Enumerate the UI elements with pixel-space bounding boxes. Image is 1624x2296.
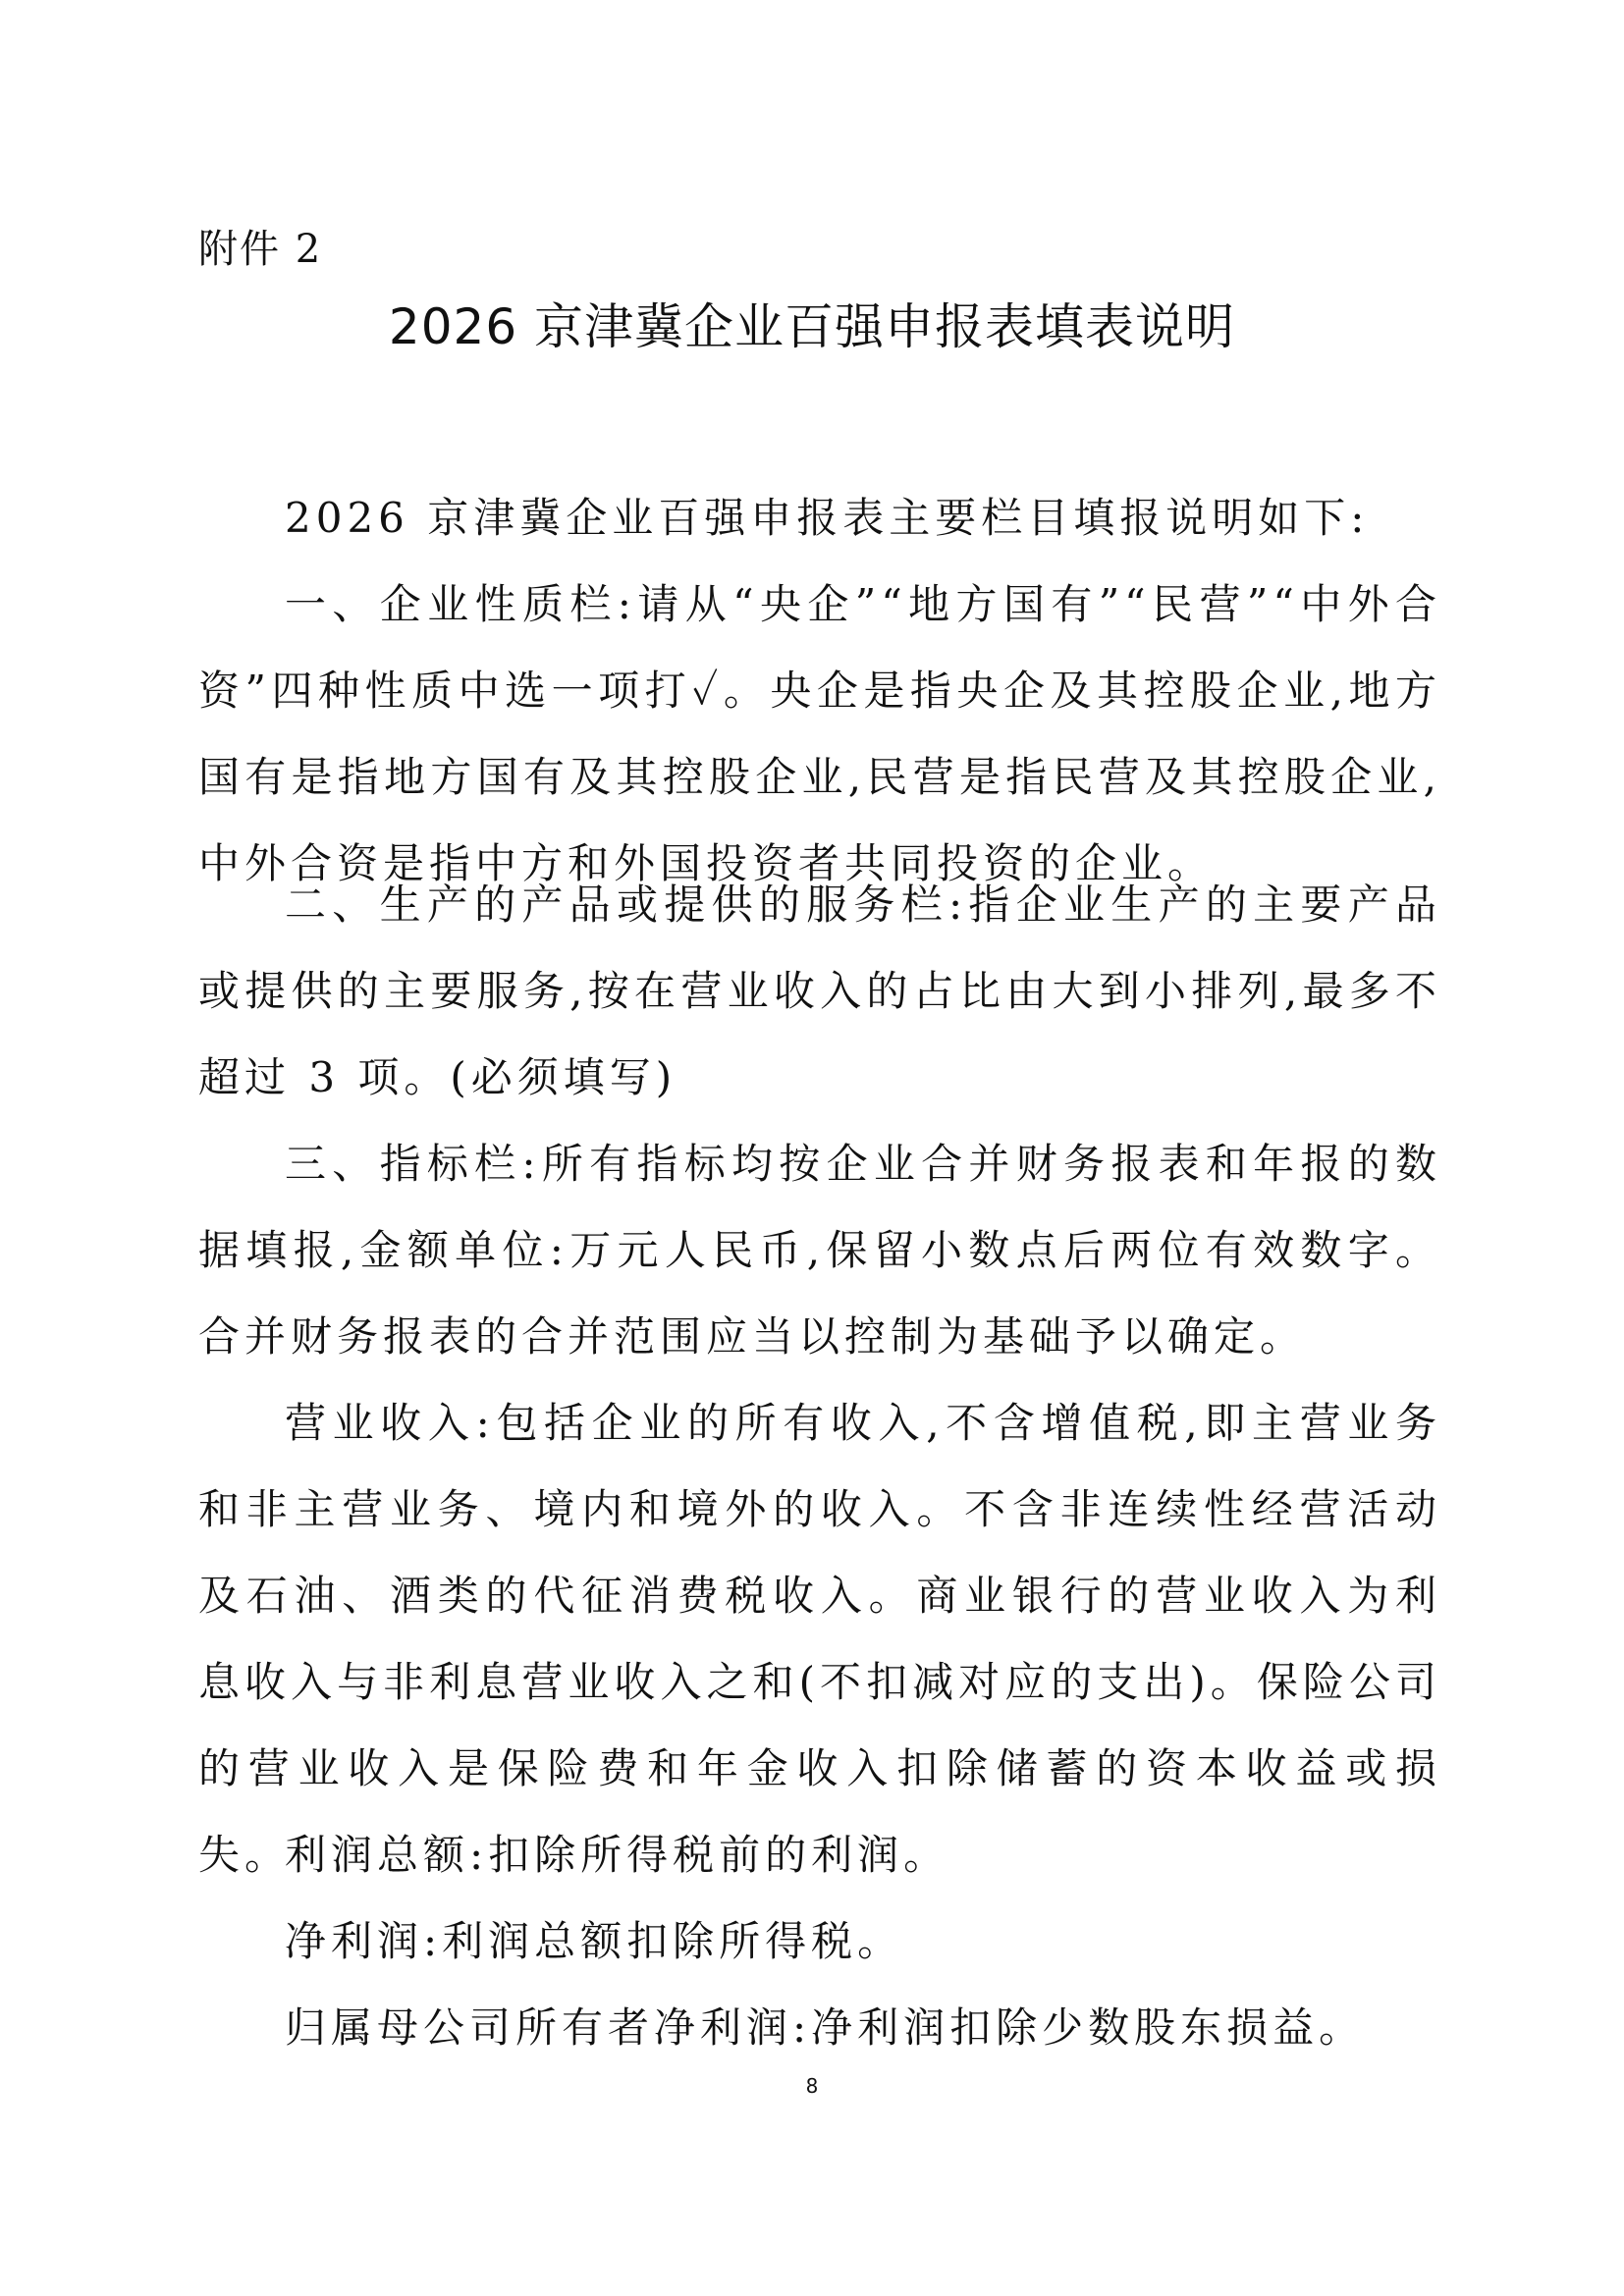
- intro-paragraph: 2026 京津冀企业百强申报表主要栏目填报说明如下:: [285, 494, 1370, 542]
- document-title: 2026 京津冀企业百强申报表填表说明: [388, 298, 1236, 355]
- section-2-paragraph: 二、生产的产品或提供的服务栏:指企业生产的主要产品或提供的主要服务,按在营业收入的占比由大到小排列,最多不超过 3 项。(必须填写): [198, 881, 1441, 1101]
- intro-block: [198, 475, 1441, 561]
- section-3-paragraph: 三、指标栏:所有指标均按企业合并财务报表和年报的数据填报,金额单位:万元人民币,保留小数点后两位有效数字。合并财务报表的合并范围应当以控制为基础予以确定。: [198, 1140, 1441, 1361]
- section-1-paragraph: 一、企业性质栏:请从“央企”“地方国有”“民营”“中外合资”四种性质中选一项打✓。央企是指央企及其控股企业,地方国有是指地方国有及其控股企业,民营是指民营及其控股企业,中外合资是指中方和外国投资者共同投资的企业。: [198, 580, 1441, 887]
- parent-net-profit-block: [198, 1985, 1441, 2071]
- parent-net-profit-paragraph: 归属母公司所有者净利润:净利润扣除少数股东损益。: [285, 2003, 1366, 2052]
- section-3-block: [198, 1121, 1441, 1380]
- net-profit-paragraph: 净利润:利润总额扣除所得税。: [285, 1917, 904, 1965]
- revenue-paragraph: 营业收入:包括企业的所有收入,不含增值税,即主营业务和非主营业务、境内和境外的收入。不含非连续性经营活动及石油、酒类的代征消费税收入。商业银行的营业收入为利息收入与非利息营业收入之和(不扣减对应的支出)。保险公司的营业收入是保险费和年金收入扣除储蓄的资本收益或损失。: [198, 1399, 1441, 1879]
- total-profit-block: [198, 1812, 1441, 1898]
- section-1-block: [198, 561, 1441, 907]
- section-2-block: [198, 862, 1441, 1121]
- attachment-label: 附件 2: [198, 227, 323, 272]
- total-profit-paragraph: 利润总额:扣除所得税前的利润。: [285, 1831, 950, 1879]
- page-number: 8: [805, 2074, 819, 2098]
- net-profit-block: [198, 1898, 1441, 1985]
